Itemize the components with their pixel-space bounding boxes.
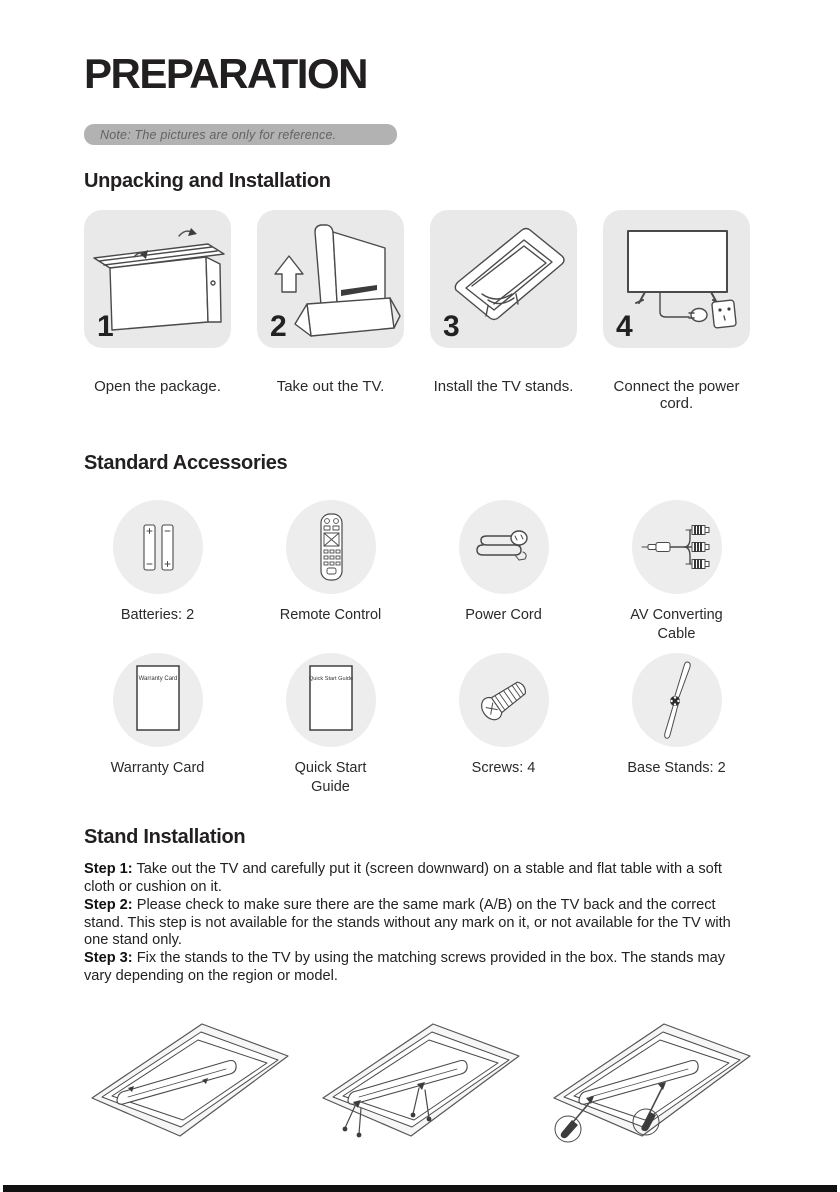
step-card-1 bbox=[84, 210, 231, 348]
unpacking-steps-row bbox=[84, 210, 755, 348]
stand-install-figure-1 bbox=[84, 1012, 294, 1152]
page-footer-bar bbox=[3, 1185, 837, 1192]
stand-step-1: Step 1: Take out the TV and carefully put it (screen downward) on a stable and flat table with a soft cloth or cushion on it. bbox=[84, 861, 722, 895]
accessory-label: Warranty Card bbox=[110, 760, 205, 777]
accessory-quick-start-guide bbox=[257, 653, 404, 796]
accessory-base-stands bbox=[603, 653, 750, 796]
power-cord-icon bbox=[459, 500, 549, 594]
step-card-4 bbox=[603, 210, 750, 348]
accessory-label: Batteries: 2 bbox=[120, 607, 195, 623]
accessory-label: AV Converting Cable bbox=[630, 607, 723, 642]
remote-control-icon bbox=[286, 500, 376, 594]
screw-icon bbox=[459, 653, 549, 747]
step-card-3 bbox=[430, 210, 577, 348]
accessory-label: Remote Control bbox=[279, 607, 382, 623]
base-stand-icon bbox=[632, 653, 722, 747]
stand-installation-heading: Stand Installation bbox=[84, 826, 246, 849]
accessory-warranty-card bbox=[84, 653, 231, 796]
step-card-2 bbox=[257, 210, 404, 348]
step-caption: Install the TV stands. bbox=[433, 378, 574, 395]
accessory-label: Power Cord bbox=[465, 607, 542, 623]
warranty-card-icon bbox=[113, 653, 203, 747]
svg-text:Quick Start Guide: Quick Start Guide bbox=[308, 676, 353, 683]
note-banner bbox=[84, 124, 397, 145]
step-number: 1 bbox=[97, 310, 114, 343]
stand-install-figure-3 bbox=[546, 1012, 756, 1152]
stand-installation-figures bbox=[84, 1012, 756, 1152]
av-converting-cable-icon bbox=[632, 500, 722, 594]
quick-start-guide-icon bbox=[286, 653, 376, 747]
batteries-icon bbox=[113, 500, 203, 594]
step-number: 2 bbox=[270, 310, 287, 343]
stand-step-3: Step 3: Fix the stands to the TV by using the matching screws provided in the box. The stands may vary depending on the region or model. bbox=[84, 950, 726, 984]
accessory-power-cord bbox=[430, 500, 577, 643]
accessory-batteries bbox=[84, 500, 231, 643]
page-title: PREPARATION bbox=[84, 50, 367, 97]
accessory-av-cable bbox=[603, 500, 750, 643]
step-caption: Take out the TV. bbox=[276, 378, 385, 395]
stand-installation-steps bbox=[84, 861, 756, 986]
step-number: 3 bbox=[443, 310, 460, 343]
accessory-label: Quick Start Guide bbox=[294, 760, 367, 795]
accessories-row-2 bbox=[84, 653, 755, 796]
unpacking-heading: Unpacking and Installation bbox=[84, 170, 331, 192]
stand-step-2: Step 2: Please check to make sure there are the same mark (A/B) on the TV back and the correct stand. This step is not available for the stands without any mark on it, or not available for the TV with one stand only. bbox=[84, 896, 731, 949]
step-caption: Open the package. bbox=[94, 378, 221, 395]
svg-text:Warranty Card: Warranty Card bbox=[138, 676, 177, 683]
accessories-heading: Standard Accessories bbox=[84, 452, 288, 474]
accessory-label: Screws: 4 bbox=[471, 760, 536, 777]
step-caption: Connect the power cord. bbox=[613, 378, 740, 412]
accessory-remote bbox=[257, 500, 404, 643]
stand-install-figure-2 bbox=[315, 1012, 525, 1152]
note-text: Note: The pictures are only for reference. bbox=[100, 127, 337, 142]
accessories-row-1 bbox=[84, 500, 755, 643]
unpacking-captions-row bbox=[84, 378, 755, 412]
step-number: 4 bbox=[616, 310, 633, 343]
accessory-label: Base Stands: 2 bbox=[627, 760, 726, 777]
accessory-screws bbox=[430, 653, 577, 796]
